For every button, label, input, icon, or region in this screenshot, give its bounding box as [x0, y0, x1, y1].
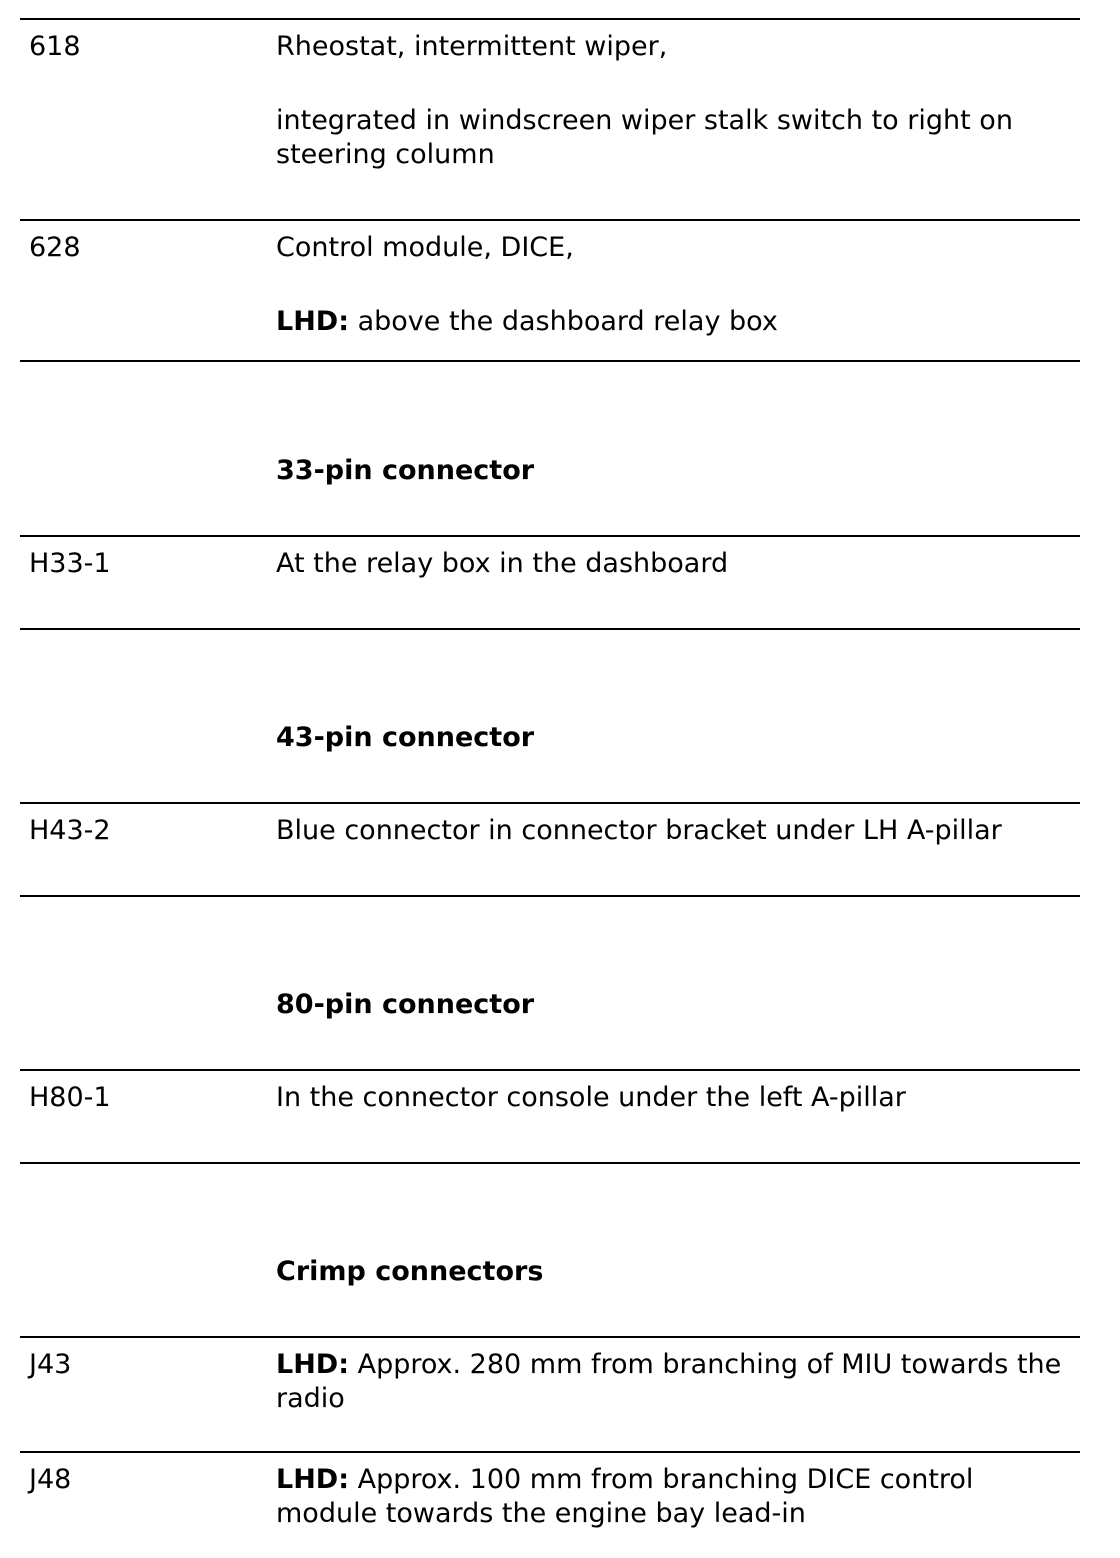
section-heading-80-pin: 80-pin connector	[276, 989, 535, 1020]
divider	[20, 360, 1080, 362]
divider	[20, 1069, 1080, 1071]
divider	[20, 1451, 1080, 1453]
component-description-618-line2: integrated in windscreen wiper stalk switch to right on steering column	[276, 105, 1013, 170]
connector-description-j48	[276, 1463, 1066, 1531]
divider	[20, 1336, 1080, 1338]
connector-description-h43-2: Blue connector in connector bracket under LH A-pillar	[276, 815, 1002, 846]
component-description-618-line1: Rheostat, intermittent wiper,	[276, 31, 668, 62]
component-code-618: 618	[29, 31, 81, 62]
connector-code-h80-1: H80-1	[29, 1082, 111, 1113]
section-heading-33-pin: 33-pin connector	[276, 455, 535, 486]
component-description-628-line1: Control module, DICE,	[276, 232, 574, 263]
component-description-628-location: above the dashboard relay box	[349, 306, 778, 337]
component-description-628-line2	[276, 305, 1066, 339]
connector-code-j48: J48	[29, 1464, 72, 1495]
divider	[20, 628, 1080, 630]
connector-description-j43	[276, 1348, 1066, 1416]
divider	[20, 18, 1080, 20]
connector-description-j43-text: Approx. 280 mm from branching of MIU towards the radio	[276, 1349, 1062, 1414]
section-heading-crimp-connectors: Crimp connectors	[276, 1256, 544, 1287]
connector-description-h33-1: At the relay box in the dashboard	[276, 548, 729, 579]
connector-description-h80-1: In the connector console under the left A-pillar	[276, 1082, 906, 1113]
connector-code-h33-1: H33-1	[29, 548, 111, 579]
lhd-label: LHD:	[276, 306, 350, 337]
divider	[20, 219, 1080, 221]
connector-code-h43-2: H43-2	[29, 815, 111, 846]
divider	[20, 802, 1080, 804]
section-heading-43-pin: 43-pin connector	[276, 722, 535, 753]
divider	[20, 1162, 1080, 1164]
divider	[20, 895, 1080, 897]
divider	[20, 535, 1080, 537]
connector-description-j48-text: Approx. 100 mm from branching DICE control module towards the engine bay lead-in	[276, 1464, 974, 1529]
lhd-label: LHD:	[276, 1349, 350, 1380]
connector-code-j43: J43	[29, 1349, 72, 1380]
lhd-label: LHD:	[276, 1464, 350, 1495]
component-code-628: 628	[29, 232, 81, 263]
